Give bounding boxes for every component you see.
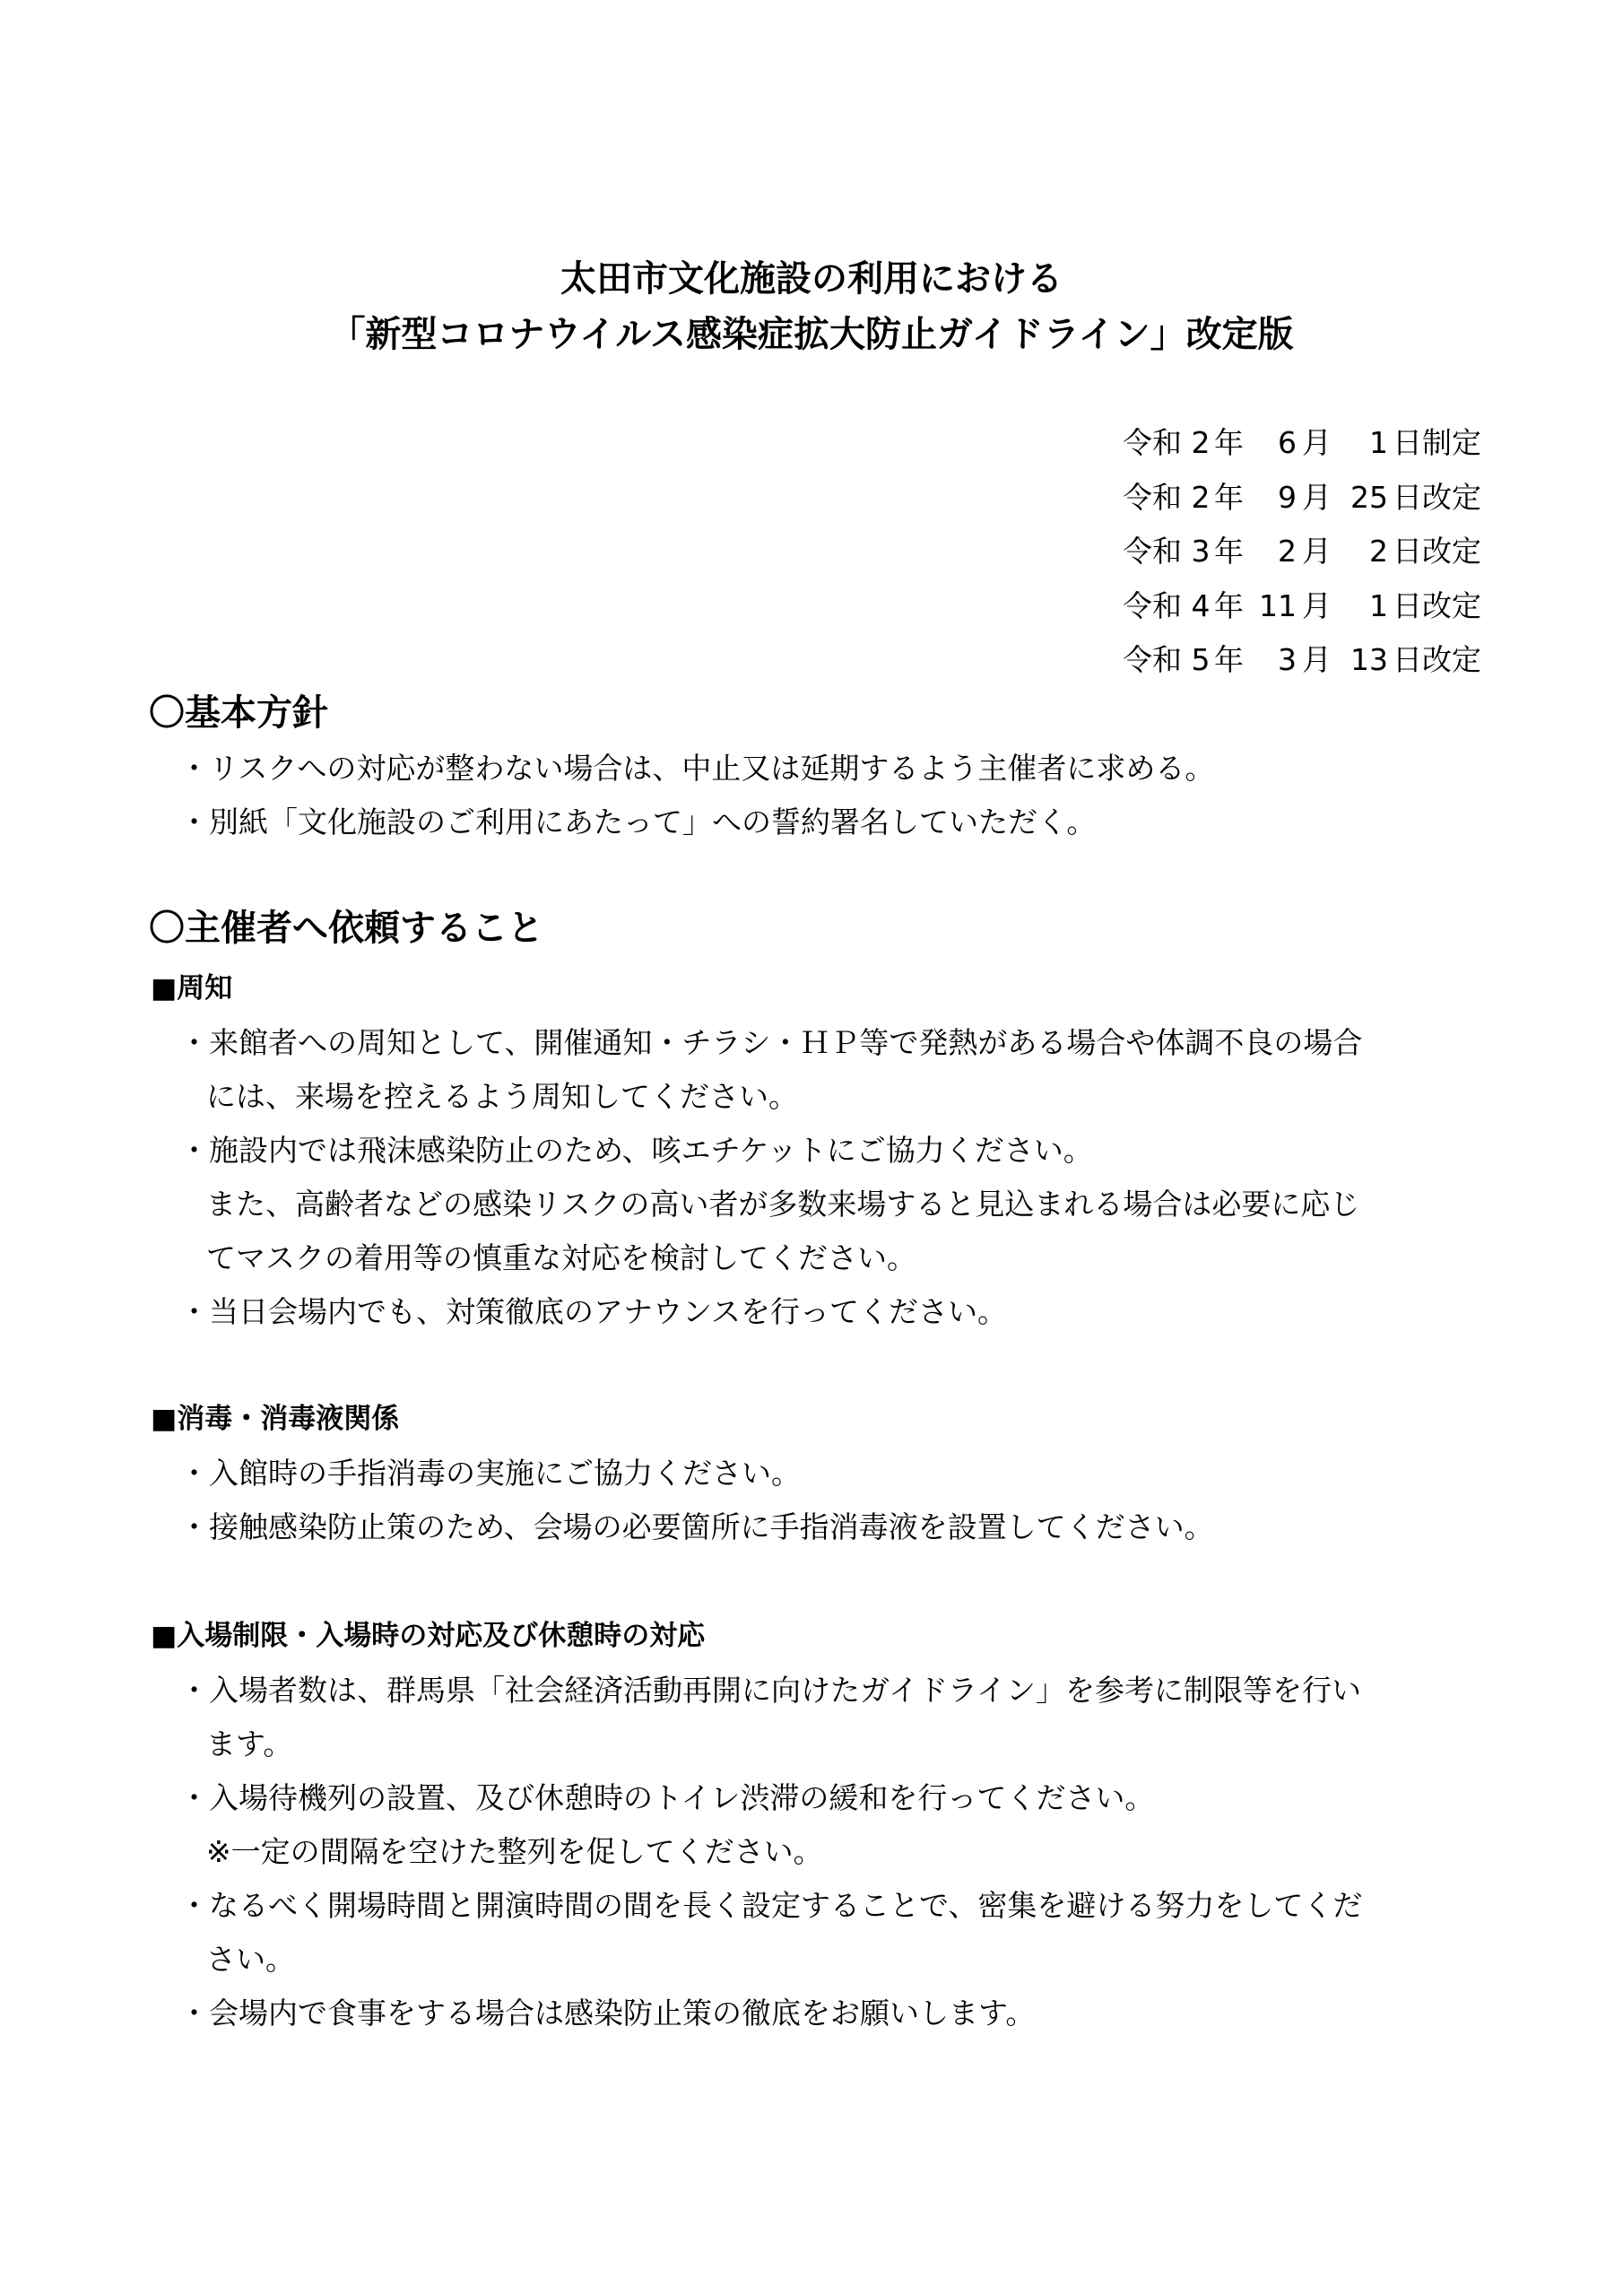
date-note: 日改定 xyxy=(1393,479,1481,515)
date-day: 2 xyxy=(1369,534,1388,569)
entry-line: ※一定の間隔を空けた整列を促してください。 xyxy=(206,1834,823,1869)
entry-line: さい。 xyxy=(206,1942,295,1977)
title-line-1: 太田市文化施設の利用における xyxy=(560,258,1063,300)
date-year-unit: 年 xyxy=(1214,587,1244,623)
date-year: 2 xyxy=(1191,479,1211,515)
date-era: 令和 xyxy=(1123,425,1182,460)
date-day: 1 xyxy=(1369,587,1388,623)
date-month: 6 xyxy=(1278,425,1297,460)
entry-line: ます。 xyxy=(206,1726,293,1761)
notice-heading: ■周知 xyxy=(151,972,233,1004)
date-row xyxy=(1123,633,1481,688)
date-month-unit: 月 xyxy=(1302,642,1332,677)
date-month-unit: 月 xyxy=(1302,534,1332,569)
date-era: 令和 xyxy=(1123,642,1182,677)
date-note: 日改定 xyxy=(1393,642,1481,677)
entry-heading: ■入場制限・入場時の対応及び休憩時の対応 xyxy=(151,1620,706,1652)
date-month-unit: 月 xyxy=(1302,587,1332,623)
date-era: 令和 xyxy=(1123,587,1182,623)
date-year-unit: 年 xyxy=(1214,534,1244,569)
date-day: 25 xyxy=(1350,479,1388,515)
date-year: 3 xyxy=(1191,534,1211,569)
disinfection-heading: ■消毒・消毒液関係 xyxy=(151,1403,400,1435)
notice-line: ・当日会場内でも、対策徹底のアナウンスを行ってください。 xyxy=(179,1294,1008,1329)
notice-line: ・来館者への周知として、開催通知・チラシ・ＨＰ等で発熱がある場合や体調不良の場合 xyxy=(179,1025,1363,1060)
date-month: 3 xyxy=(1278,642,1297,677)
date-month: 9 xyxy=(1278,479,1297,515)
document-title xyxy=(0,251,1623,362)
date-day: 1 xyxy=(1369,425,1388,460)
date-year: 5 xyxy=(1191,642,1211,677)
revision-dates xyxy=(1123,416,1481,688)
notice-line: てマスクの着用等の慎重な対応を検討してください。 xyxy=(206,1240,916,1275)
date-month-unit: 月 xyxy=(1302,425,1332,460)
date-era: 令和 xyxy=(1123,534,1182,569)
requests-heading: 〇主催者へ依頼すること xyxy=(149,908,543,949)
date-row xyxy=(1123,471,1481,526)
date-month: 2 xyxy=(1278,534,1297,569)
date-year: 4 xyxy=(1191,587,1211,623)
date-day: 13 xyxy=(1350,642,1388,677)
date-row xyxy=(1123,525,1481,579)
title-line-2: 「新型コロナウイルス感染症拡大防止ガイドライン」改定版 xyxy=(329,314,1294,355)
entry-line: ・なるべく開場時間と開演時間の間を長く設定することで、密集を避ける努力をしてくだ xyxy=(179,1888,1363,1923)
entry-line: ・入場者数は、群馬県「社会経済活動再開に向けたガイドライン」を参考に制限等を行い xyxy=(179,1673,1362,1708)
date-note: 日制定 xyxy=(1393,425,1481,460)
notice-line: には、来場を控えるよう周知してください。 xyxy=(206,1079,798,1114)
entry-line: ・入場待機列の設置、及び休憩時のトイレ渋滞の緩和を行ってください。 xyxy=(179,1780,1155,1815)
notice-line: また、高齢者などの感染リスクの高い者が多数来場すると見込まれる場合は必要に応じ xyxy=(206,1187,1360,1222)
notice-line: ・施設内では飛沫感染防止のため、咳エチケットにご協力ください。 xyxy=(179,1133,1093,1168)
date-year-unit: 年 xyxy=(1214,425,1244,460)
policy-item: ・別紙「文化施設のご利用にあたって」への誓約署名していただく。 xyxy=(179,804,1097,839)
date-year: 2 xyxy=(1191,425,1211,460)
date-year-unit: 年 xyxy=(1214,479,1244,515)
disinfection-line: ・接触感染防止策のため、会場の必要箇所に手指消毒液を設置してください。 xyxy=(179,1509,1214,1544)
date-era: 令和 xyxy=(1123,479,1182,515)
basic-policy-heading: 〇基本方針 xyxy=(149,692,328,734)
date-month-unit: 月 xyxy=(1302,479,1332,515)
date-row xyxy=(1123,416,1481,471)
date-row xyxy=(1123,579,1481,634)
date-note: 日改定 xyxy=(1393,534,1481,569)
entry-line: ・会場内で食事をする場合は感染防止策の徹底をお願いします。 xyxy=(179,1996,1036,2031)
date-month: 11 xyxy=(1259,587,1297,623)
date-note: 日改定 xyxy=(1393,587,1481,623)
disinfection-line: ・入館時の手指消毒の実施にご協力ください。 xyxy=(179,1456,801,1491)
date-year-unit: 年 xyxy=(1214,642,1244,677)
policy-item: ・リスクへの対応が整わない場合は、中止又は延期するよう主催者に求める。 xyxy=(179,751,1215,786)
